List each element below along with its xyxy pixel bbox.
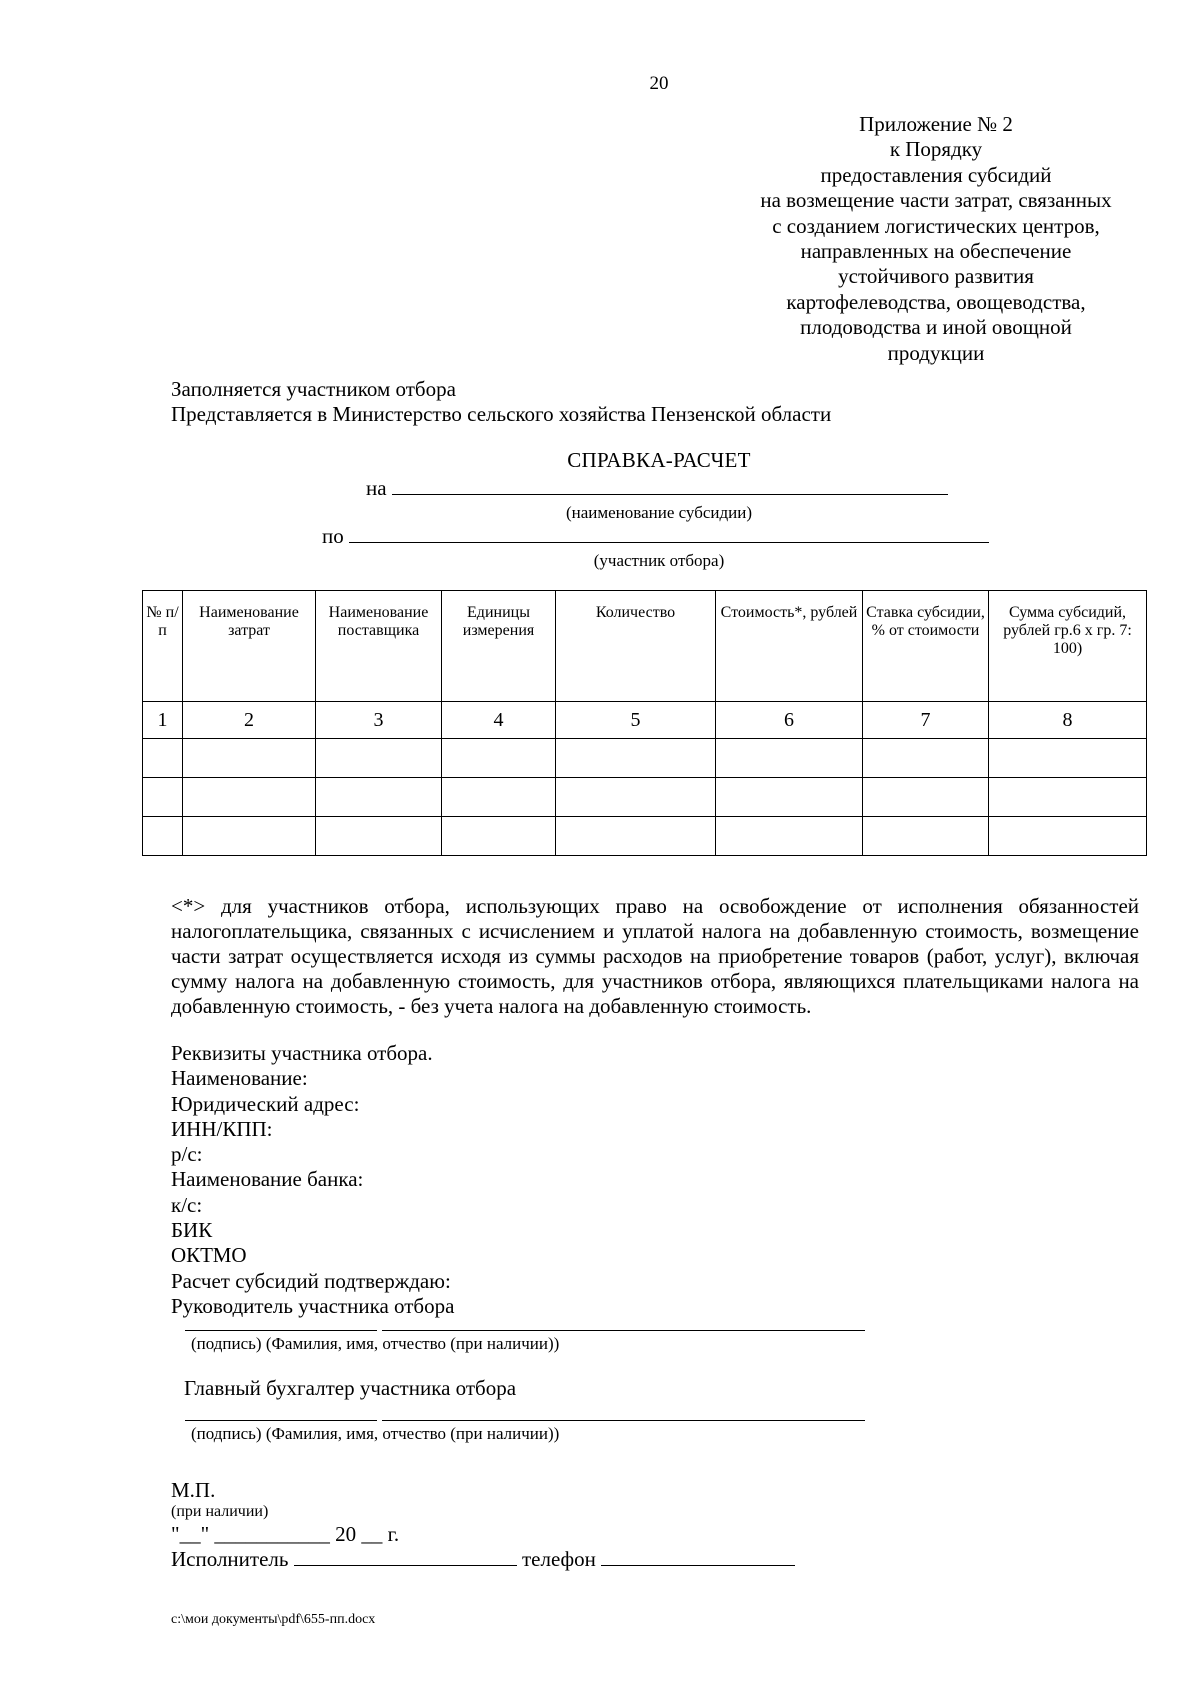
annex-line: устойчивого развития [838,264,1034,289]
footnote: <*> для участников отбора, использующих право на освобождение от исполнения обязанностей налогоплательщика, связанных с исчислением и уплатой налога на добавленную стоимость, возмещение части затрат осуществляется исходя из суммы расходов на приобретение товаров (работ, услуг), включая сумму налога на добавленную стоимость, для участников отбора, являющихся плательщиками налога на добавленную стоимость, - без учета налога на добавленную стоимость. [171,894,1139,1018]
table-cell[interactable] [442,739,556,778]
phone-label: телефон [521,1547,596,1571]
annex-line: Приложение № 2 [859,112,1013,136]
field-po-caption: (участник отбора) [593,551,725,570]
table-cell[interactable] [989,778,1147,817]
requisite-bik: БИК [171,1218,213,1243]
page-number: 20 [649,73,669,94]
table-header-cell: Наименование затрат [183,591,316,702]
requisite-corr-account: к/с: [171,1192,203,1217]
field-po-blank[interactable] [349,526,989,543]
table-cell[interactable] [442,778,556,817]
stamp-label: М.П. [171,1478,216,1502]
executor-line [171,1547,795,1572]
requisite-account: р/с: [171,1142,203,1167]
table-cell[interactable] [183,739,316,778]
table-cell[interactable] [143,778,183,817]
calculation-table [142,590,1147,856]
head-label: Руководитель участника отбора [171,1293,455,1318]
table-cell[interactable] [863,817,989,856]
annex-header [686,112,1186,366]
table-cell[interactable] [716,778,863,817]
table-header-cell: Наименование поставщика [316,591,442,702]
table-column-numbers-row [143,702,1147,739]
table-header-cell: Стоимость*, рублей [716,591,863,702]
annex-line: плодоводства и иной овощной [800,315,1072,340]
submitted-to-note: Представляется в Министерство сельского хозяйства Пензенской области [171,402,832,426]
table-cell[interactable] [143,817,183,856]
column-number: 5 [556,702,716,739]
table-header-cell: Единицы измерения [442,591,556,702]
confirm-calculation: Расчет субсидий подтверждаю: [171,1268,451,1293]
table-cell[interactable] [989,739,1147,778]
table-header-cell: Ставка субсидии, % от стоимости [863,591,989,702]
table-header-cell: Количество [556,591,716,702]
head-signature-lines[interactable] [185,1329,865,1331]
executor-blank[interactable] [294,1549,517,1566]
field-na-prefix: на [366,476,387,500]
table-cell[interactable] [989,817,1147,856]
table-cell[interactable] [183,778,316,817]
phone-blank[interactable] [601,1549,795,1566]
table-header-row [143,591,1147,702]
table-cell[interactable] [716,817,863,856]
requisite-legal-address: Юридический адрес: [171,1091,360,1116]
table-row [143,778,1147,817]
filled-by-note: Заполняется участником отбора [171,377,456,401]
field-po [322,524,989,549]
requisite-name: Наименование: [171,1066,308,1091]
table-cell[interactable] [442,817,556,856]
chief-accountant-label: Главный бухгалтер участника отбора [184,1376,517,1400]
annex-line: картофелеводства, овощеводства, [786,289,1086,314]
field-na [366,476,948,501]
table-cell[interactable] [716,739,863,778]
table-cell[interactable] [556,778,716,817]
table-cell[interactable] [183,817,316,856]
requisites-heading: Реквизиты участника отбора. [171,1041,433,1065]
column-number: 2 [183,702,316,739]
field-na-blank[interactable] [392,478,948,495]
column-number: 7 [863,702,989,739]
column-number: 4 [442,702,556,739]
requisite-bank-name: Наименование банка: [171,1167,364,1192]
table-cell[interactable] [316,817,442,856]
column-number: 8 [989,702,1147,739]
annex-line: продукции [887,340,985,365]
table-cell[interactable] [863,739,989,778]
annex-line: с созданием логистических центров, [772,213,1100,238]
field-na-caption: (наименование субсидии) [565,503,753,522]
form-title: СПРАВКА-РАСЧЕТ [567,448,751,472]
executor-label: Исполнитель [171,1547,289,1571]
requisite-oktmo: ОКТМО [171,1243,247,1268]
table-row [143,739,1147,778]
table-cell[interactable] [316,739,442,778]
table-header-cell: Сумма субсидий, рублей гр.6 х гр. 7: 100) [989,591,1147,702]
column-number: 6 [716,702,863,739]
annex-line: направленных на обеспечение [800,239,1072,264]
field-po-prefix: по [322,524,344,548]
annex-line: предоставления субсидий [820,162,1052,187]
head-signature-caption: (подпись) (Фамилия, имя, отчество (при наличии)) [191,1334,560,1353]
annex-line: к Порядку [889,137,983,162]
requisites-block [171,1041,454,1319]
accountant-signature-caption: (подпись) (Фамилия, имя, отчество (при наличии)) [191,1424,560,1443]
stamp-note: (при наличии) [171,1503,269,1520]
column-number: 1 [143,702,183,739]
table-cell[interactable] [556,739,716,778]
column-number: 3 [316,702,442,739]
table-cell[interactable] [863,778,989,817]
file-path-footer: c:\мои документы\pdf\655-пп.docx [171,1612,376,1627]
accountant-signature-lines[interactable] [185,1419,865,1421]
table-cell[interactable] [316,778,442,817]
annex-line: на возмещение части затрат, связанных [760,188,1112,213]
table-cell[interactable] [556,817,716,856]
date-line[interactable]: "__" ___________ 20 __ г. [171,1522,400,1546]
requisite-inn-kpp: ИНН/КПП: [171,1116,273,1141]
table-cell[interactable] [143,739,183,778]
table-row [143,817,1147,856]
table-header-cell: № п/п [143,591,183,702]
